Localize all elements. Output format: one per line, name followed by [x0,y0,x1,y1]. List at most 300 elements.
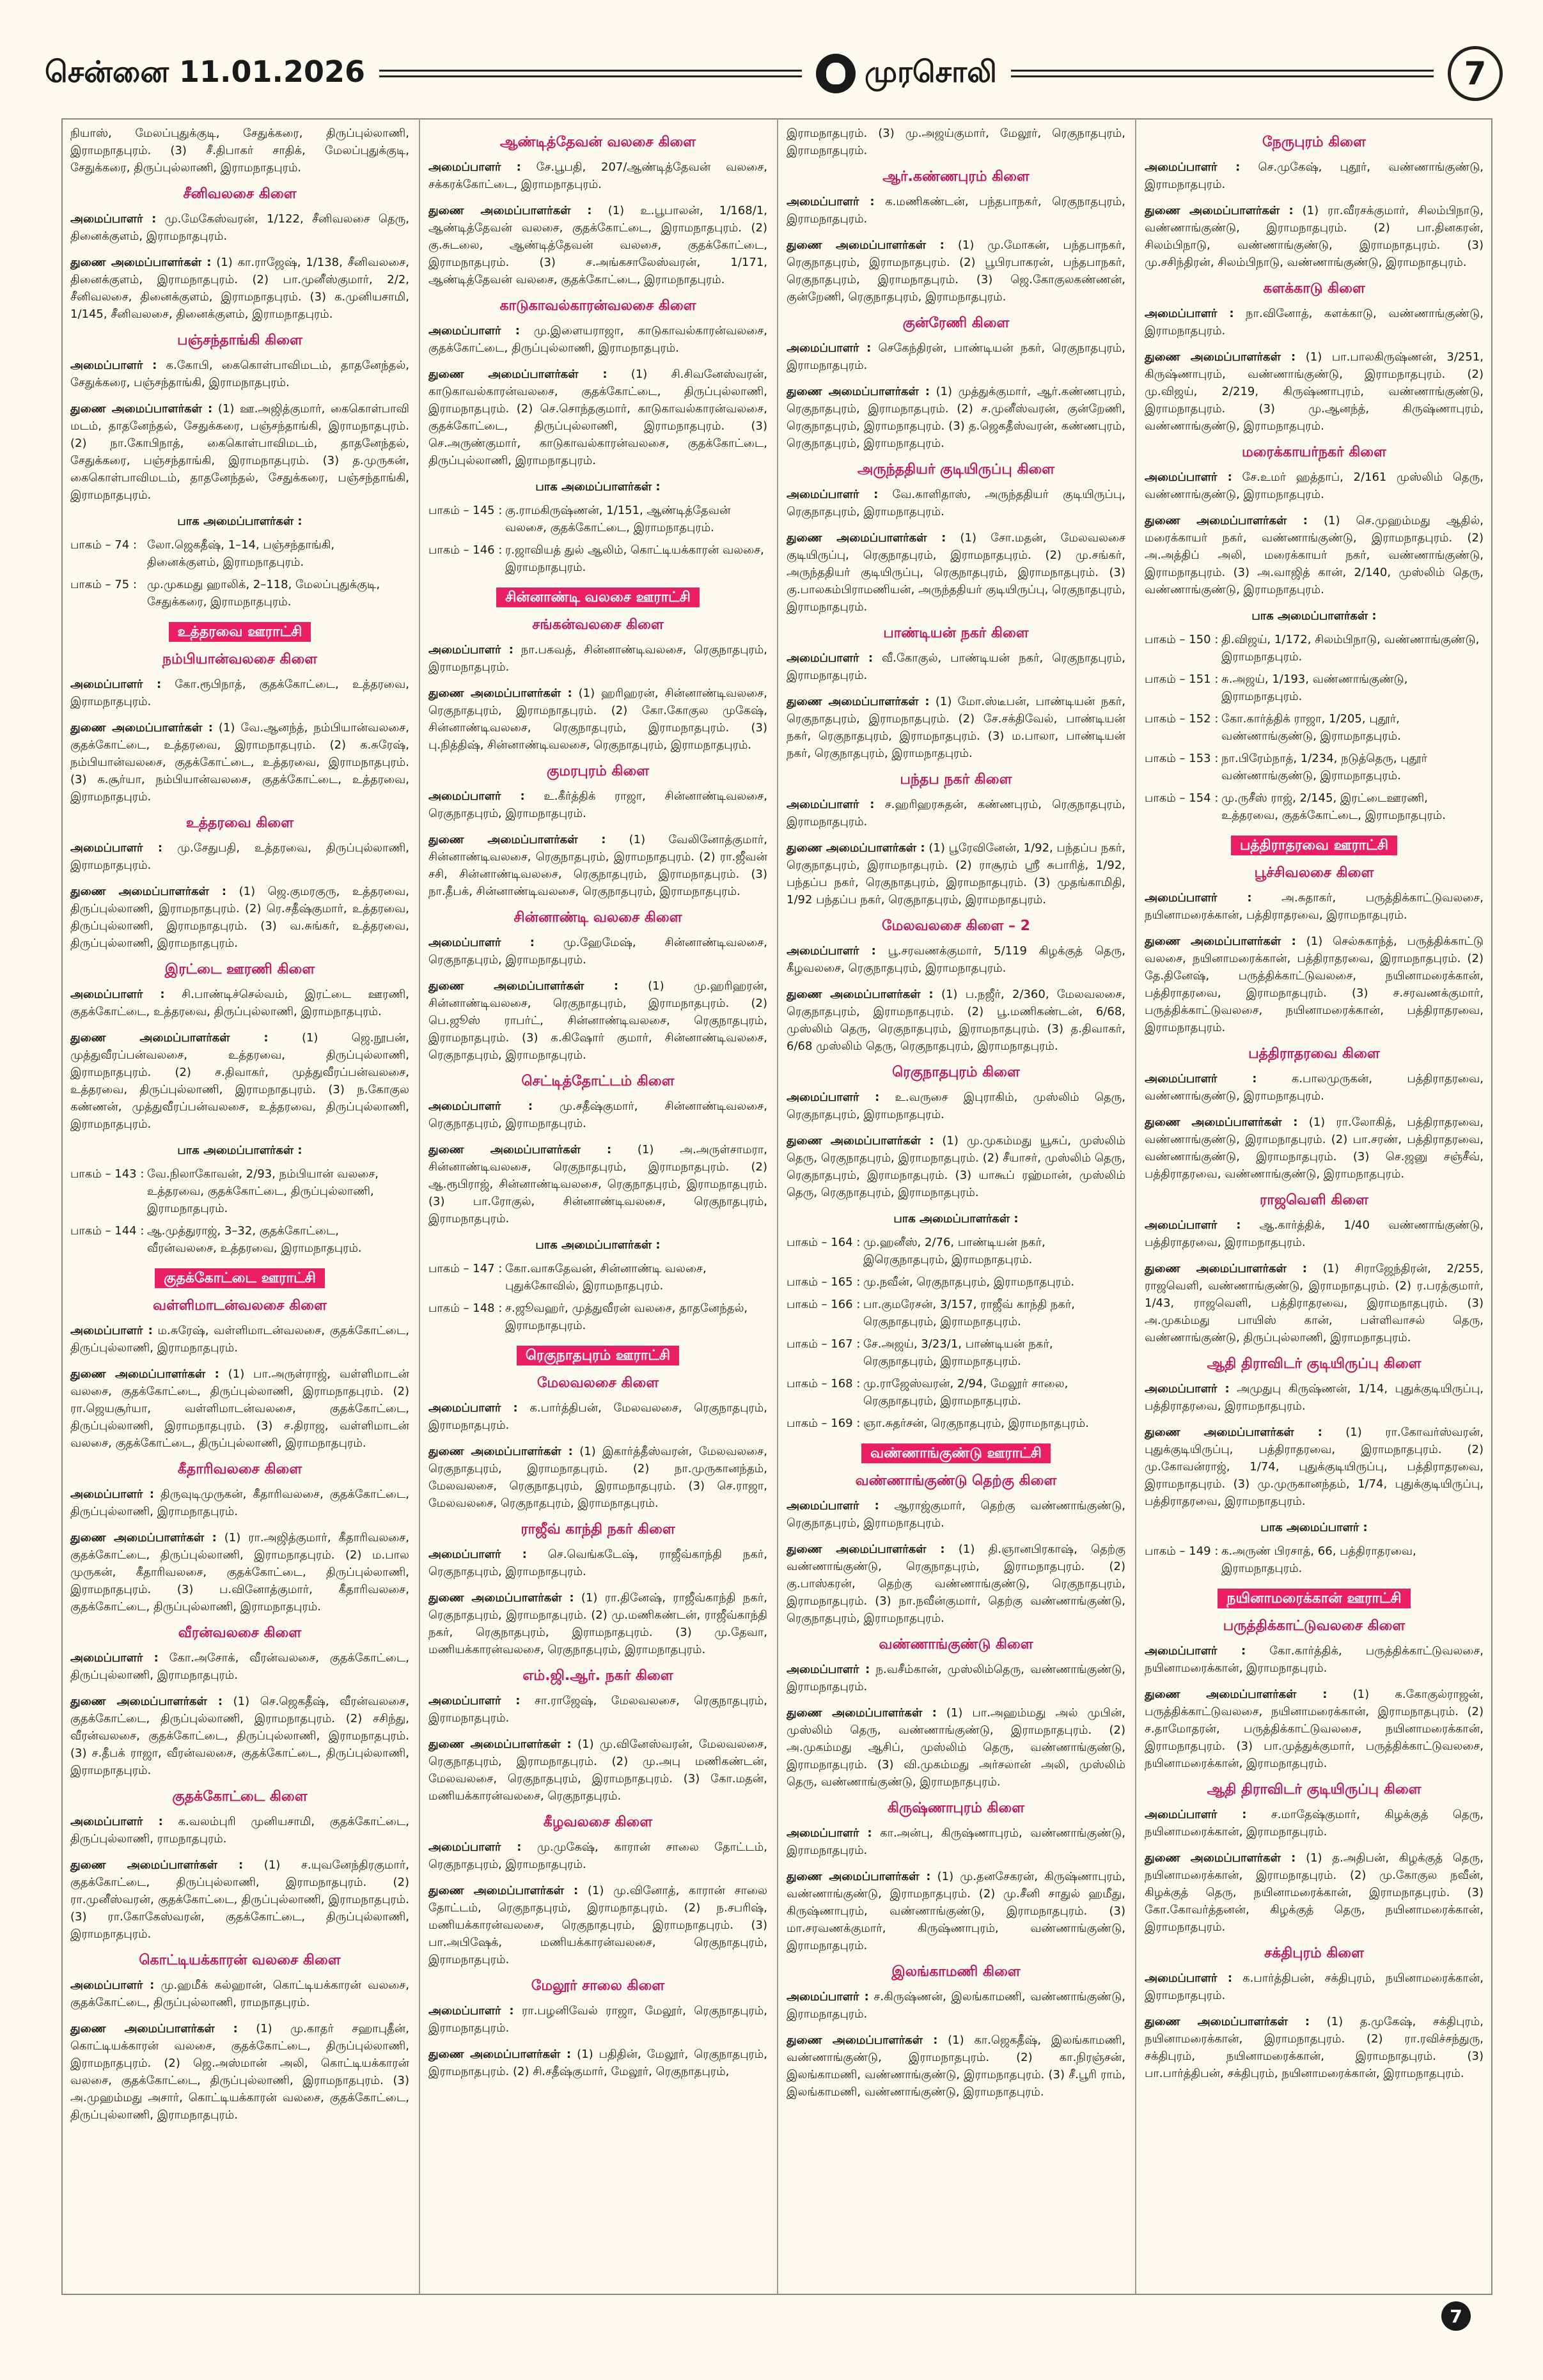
role-label: அமைப்பாளர் : [428,1401,518,1415]
office-bearer-entry [70,1813,409,1847]
office-bearer-entry [1145,1806,1484,1840]
member-details: (1) மு.முகம்மது யூசுப், முஸ்லிம் தெரு, ரெகுநாதபுரம், இராமநாதபுரம். (2) சீயாசர், முஸ்லிம் தெரு, ரெகுநாதபுரம், இராமநாதபுரம். (3) யாகூப் ரஹ்மான், முஸ்லிம் தெரு, ரெகுநாதபுரம், இராமநாதபுரம். [787,1134,1125,1199]
branch-heading: பஞ்சந்தாங்கி கிளை [177,332,302,348]
office-bearer-entry [787,237,1125,306]
member-details: ஆ.கார்த்திக், 1/40 வண்ணாங்குண்டு, பத்திராதரவை, இராமநாதபுரம். [1145,1218,1484,1249]
booth-number: பாகம் – 75 : [70,578,137,591]
branch-heading: அருந்ததியர் குடியிருப்பு கிளை [857,462,1055,478]
role-label: துணை அமைப்பாளர்கள் : [1145,935,1296,948]
booth-member: வே.நிலாகோவன், 2/93, நம்பியான் வலசை, உத்தரவை, குதக்கோட்டை, திருப்புல்லாணி, இராமநாதபுரம். [147,1167,379,1215]
member-details: (1) ரா.லோகித், பத்திராதரவை, வண்ணாங்குண்டு, இராமநாதபுரம். (2) பா.சரண், பத்திராதரவை, வண்ணாங்குண்டு, இராமநாதபுரம். (3) செ.ஜனு சஞ்சீவ், பத்திராதரவை, வண்ணாங்குண்டு, இராமநாதபுரம். [1145,1116,1484,1181]
branch-heading: உத்தரவை கிளை [185,815,294,831]
role-label: துணை அமைப்பாளர்கள் : [787,238,944,252]
member-details: ஆராஜ்குமார், தெற்கு வண்ணாங்குண்டு, ரெகுநாதபுரம், இராமநாதபுரம். [787,1499,1125,1530]
office-bearer-entry [787,1704,1125,1791]
branch-heading: கீதாரிவலசை கிளை [177,1461,302,1477]
member-details: (1) அ.அருள்சாமரா, சின்னாண்டிவலசை, ரெகுநாதபுரம், இராமநாதபுரம். (2) ஆ.ரூபிராஜ், சின்னாண்டிவலசை, ரெகுநாதபுரம், இராமநாதபுரம். (3) பா.ரோகுல், சின்னாண்டிவலசை, ரெகுநாதபுரம், இராமநாதபுரம். [428,1143,767,1225]
office-bearer-entry [1145,1686,1484,1772]
office-bearer-entry [1145,1380,1484,1415]
member-details: (1) கா.ஜெகதீஷ், இலங்காமணி, வண்ணாங்குண்டு, இராமநாதபுரம். (2) கா.நிரஞ்சன், இலங்காமணி, வண்ணாங்குண்டு, இராமநாதபுரம். (3) சீ.பூரி ராம், இலங்காமணி, வண்ணாங்குண்டு, இராமநாதபுரம். [787,2034,1125,2099]
member-details: (1) மு.ஹரிஹரன், சின்னாண்டிவலசை, ரெகுநாதபுரம், இராமநாதபுரம். (2) பெ.ஜூஸ் ராபர்ட், சின்னாண்டிவலசை, ரெகுநாதபுரம், இராமநாதபுரம். (3) க.கிஷோர் குமார், சின்னாண்டிவலசை, ரெகுநாதபுரம், இராமநாதபுரம். [428,979,767,1062]
office-bearer-entry [428,2002,767,2037]
role-label: அமைப்பாளர் : [787,1826,872,1840]
member-details: (1) வேலினோத்குமார், சின்னாண்டிவலசை, ரெகுநாதபுரம், இராமநாதபுரம். (2) ரா.ஜீவன் சசி, சின்னாண்டிவலசை, ரெகுநாதபுரம், இராமநாதபுரம். (3) நா.தீபக், சின்னாண்டிவலசை, ரெகுநாதபுரம், இராமநாதபுரம். [428,833,767,898]
office-bearer-entry [428,1839,767,1873]
member-details: உ.வருசை இபுராகிம், முஸ்லிம் தெரு, ரெகுநாதபுரம், இராமநாதபுரம். [787,1091,1125,1121]
member-details: திருவுடிமுருகன், கீதாரிவலசை, குதக்கோட்டை, திருப்புல்லாணி, இராமநாதபுரம். [70,1488,409,1518]
member-details: கோ.ரூபிநாத், குதக்கோட்டை, உத்தரவை, இராமநாதபுரம். [70,678,409,708]
booth-number: பாகம் – 151 : [1145,673,1219,686]
member-details: (1) செ.முஹம்மது ஆதில், மரைக்காயர் நகர், வண்ணாங்குண்டு, இராமநாதபுரம். (2) அ.அத்திப் அலி, மரைக்காயர் நகர், வண்ணாங்குண்டு, இராமநாதபுரம். (3) அ.வாஜித் கான், 2/140, முஸ்லிம் தெரு, வண்ணாங்குண்டு, இராமநாதபுரம். [1145,514,1484,596]
branch-heading: காடுகாவல்காரன்வலசை கிளை [499,298,696,314]
office-bearer-entry [70,1486,409,1520]
branch-heading: வண்ணாங்குண்டு தெற்கு கிளை [855,1473,1057,1489]
office-bearer-entry [787,529,1125,616]
booth-member: சு.அஜய், 1/193, வண்ணாங்குண்டு, இராமநாதபுரம். [1221,673,1408,703]
member-details: (1) பதிதின், மேலூர், ரெகுநாதபுரம், இராமநாதபுரம். (2) சி.சதீஷ்குமார், மேலூர், ரெகுநாதபுரம், [428,2048,767,2078]
booth-section-heading: பாக அமைப்பாளர் : [1260,1521,1368,1534]
booth-number: பாகம் – 169 : [787,1417,861,1430]
booth-entry [1145,631,1484,665]
branch-heading: சக்திபுரம் கிளை [1264,1945,1365,1961]
member-details: (1) பா.அருள்ராஜ், வள்ளிமாடன் வலசை, குதக்கோட்டை, திருப்புல்லாணி, இராமநாதபுரம். (2) ரா.ஜெயசூர்யா, வள்ளிமாடன்வலசை, குதக்கோட்டை, திருப்புல்லாணி, இராமநாதபுரம். (3) ச.திராஜ, வள்ளிமாடன் வலசை, குதக்கோட்டை, திருப்புல்லாணி, இராமநாதபுரம். [70,1367,409,1450]
office-bearer-entry [787,486,1125,520]
office-bearer-entry [787,942,1125,977]
member-details: (1) சிராஜேந்திரன், 2/255, ராஜவெளி, வண்ணாங்குண்டு, இராமநாதபுரம். (2) ர.பரத்குமார், 1/43, ராஜவெளி, பத்திராதரவை, இராமநாதபுரம். (3) அ.முகம்மது பாயிஸ் கான், பள்ளிவாசல் தெரு, வண்ணாங்குண்டு, திருப்புல்லாணி, இராமநாதபுரம். [1145,1262,1484,1344]
member-details: (1) ஹரிஹரன், சின்னாண்டிவலசை, ரெகுநாதபுரம், இராமநாதபுரம். (2) கோ.கோகுல முகேஷ், சின்னாண்டிவலசை, ரெகுநாதபுரம், இராமநாதபுரம். (3) பு.நித்திஷ், சின்னாண்டிவலசை, ரெகுநாதபுரம், இராமநாதபுரம். [428,687,767,752]
branch-heading: குதக்கோட்டை கிளை [172,1789,308,1805]
office-bearer-entry [428,322,767,357]
booth-number: பாகம் – 74 : [70,538,137,552]
column-2 [428,125,767,2289]
member-details: ந.வசீம்கான், முஸ்லிம்தெரு, வண்ணாங்குண்டு, இராமநாதபுரம். [787,1663,1125,1693]
branch-heading: மரைக்காயர்நகர் கிளை [1242,444,1386,460]
role-label: அமைப்பாளர் : [1145,307,1234,320]
member-details: (1) ச.யுவனேந்திரகுமார், குதக்கோட்டை, திருப்புல்லாணி, இராமநாதபுரம். (2) ரா.முனீஸ்வரன், குதக்கோட்டை, திருப்புல்லாணி, இராமநாதபுரம். (3) ரா.கோகேஸ்வரன், குதக்கோட்டை, திருப்புல்லாணி, இராமநாதபுரம். [70,1858,409,1941]
branch-heading: மேலவலசை கிளை – 2 [882,918,1030,934]
role-label: துணை அமைப்பாளர்கள் : [1145,1688,1328,1701]
office-bearer-entry [428,831,767,900]
booth-section-heading: பாக அமைப்பாளர்கள் : [535,480,661,494]
member-details: நா.பகவத், சின்னாண்டிவலசை, ரெகுநாதபுரம், இராமநாதபுரம். [428,643,767,674]
member-details: அமுதுபு கிருஷ்ணன், 1/14, புதுக்குடியிருப்பு, பத்திராதரவை, இராமநாதபுரம். [1145,1382,1484,1413]
office-bearer-entry [428,1736,767,1805]
branch-heading: பாண்டியன் நகர் கிளை [883,625,1029,641]
member-details: (1) தி.ஞானபிரகாஷ், தெற்கு வண்ணாங்குண்டு, ரெகுநாதபுரம், இராமநாதபுரம். (2) கு.பாஸ்கரன், தெற்கு வண்ணாங்குண்டு, ரெகுநாதபுரம், இராமநாதபுரம். (3) நா.நவீன்குமார், தெற்கு வண்ணாங்குண்டு, ரெகுநாதபுரம், இராமநாதபுரம். [787,1543,1125,1625]
member-details: (1) ப.நஜீர், 2/360, மேலவலசை, ரெகுநாதபுரம், இராமநாதபுரம். (2) பூ.மணிகண்டன், 6/68, முஸ்லிம் தெரு, ரெகுநாதபுரம், இராமநாதபுரம். (3) த.திவாகர், 6/68 முஸ்லிம் தெரு, ரெகுநாதபுரம், இராமநாதபுரம். [787,988,1125,1053]
branch-heading: நேருபுரம் கிளை [1262,134,1366,150]
booth-number: பாகம் – 166 : [787,1298,861,1311]
role-label: அமைப்பாளர் : [1145,891,1252,905]
booth-entry [70,1165,409,1217]
role-label: துணை அமைப்பாளர்கள் : [70,885,227,898]
member-details: (1) த.அதிபன், கிழக்குத் தெரு, நயினாமரைக்கான், இராமநாதபுரம். (2) மு.கோகுல நவீன், கிழக்குத் தெரு, நயினாமரைக்கான், இராமநாதபுரம். (3) கோ.கோவர்த்தனன், கிழக்குத் தெரு, நயினாமரைக்கான், இராமநாதபுரம். [1145,1851,1484,1934]
member-details: (1) இகார்த்தீஸ்வரன், மேலவலசை, ரெகுநாதபுரம், இராமநாதபுரம். (2) நா.முருகானந்தம், மேலவலசை, ரெகுநாதபுரம், இராமநாதபுரம். (3) செ.ராஜா, மேலவலசை, ரெகுநாதபுரம், இராமநாதபுரம். [428,1445,767,1510]
role-label: அமைப்பாளர் : [70,1488,155,1501]
role-label: துணை அமைப்பாளர்கள் : [1145,514,1308,527]
booth-number: பாகம் – 153 : [1145,752,1219,765]
booth-member: க.அருண் பிரசாத், 66, பத்திராதரவை, இராமநாதபுரம். [1221,1544,1416,1575]
branch-heading: சீனிவலசை கிளை [183,186,297,202]
booth-member: கோ.கார்த்திக் ராஜா, 1/205, புதூர், வண்ணாங்குண்டு, இராமநாதபுரம். [1221,712,1401,743]
booth-member: லோ.ஜெகதீஷ், 1–14, பஞ்சந்தாங்கி, தினைக்குளம், இராமநாதபுரம். [147,538,335,569]
member-details: நா.வினோத், களக்காடு, வண்ணாங்குண்டு, இராமநாதபுரம். [1145,307,1484,338]
role-label: அமைப்பாளர் : [428,1840,522,1854]
booth-entry [787,1335,1125,1370]
member-details: செ.வெங்கடேஷ், ராஜீவ்காந்தி நகர், ரெகுநாதபுரம், இராமநாதபுரம். [428,1548,767,1578]
role-label: துணை அமைப்பாளர்கள் : [428,833,606,846]
booth-entry [1145,1543,1484,1577]
booth-section-heading: பாக அமைப்பாளர்கள் : [177,1144,302,1157]
role-label: துணை அமைப்பாளர்கள் : [787,695,930,708]
column-divider [419,118,420,2295]
member-details: சி.பாண்டிச்செல்வம், இரட்டை ஊரணி, குதக்கோட்டை, உத்தரவை, திருப்புல்லாணி, இராமநாதபுரம். [70,988,409,1018]
member-details: (1) ஜெ.நூபன், முத்துவீரப்பன்வலசை, உத்தரவை, திருப்புல்லாணி, இராமநாதபுரம். (2) ச.திவாகர், முத்துவீரப்பன்வலசை, உத்தரவை, திருப்புல்லாணி, இராமநாதபுரம். (3) ந.கோகுல கண்ணன், முத்துவீரப்பன்வலசை, உத்தரவை, திருப்புல்லாணி, இராமநாதபுரம். [70,1031,409,1131]
role-label: துணை அமைப்பாளர்கள் : [1145,1262,1307,1275]
member-details: ம.சுரேஷ், வள்ளிமாடன்வலசை, குதக்கோட்டை, திருப்புல்லாணி, இராமநாதபுரம். [70,1324,409,1355]
member-details: பூ.சரவணக்குமார், 5/119 கிழக்குத் தெரு, கீழவலசை, ரெகுநாதபுரம், இராமநாதபுரம். [787,944,1125,975]
office-bearer-entry [1145,1849,1484,1936]
office-bearer-entry [1145,889,1484,924]
member-details: (1) ரா.வீரசக்குமார், சிலம்பிநாடு, வண்ணாங்குண்டு, இராமநாதபுரம். (2) பா.தினகரன், சிலம்பிநாடு, வண்ணாங்குண்டு, இராமநாதபுரம். (3) மு.சசிந்திரன், சிலம்பிநாடு, வண்ணாங்குண்டு, இராமநாதபுரம். [1145,204,1484,269]
office-bearer-entry [428,1098,767,1132]
role-label: அமைப்பாளர் : [70,678,162,691]
masthead [45,38,1503,109]
brand-name: முரசொலி [865,54,998,89]
role-label: துணை அமைப்பாளர்கள் : [787,1134,934,1147]
panchayat-banner: பத்திராதரவை ஊராட்சி [1231,836,1397,855]
role-label: அமைப்பாளர் : [428,160,521,174]
role-label: துணை அமைப்பாளர்கள் : [428,204,592,217]
role-label: அமைப்பாளர் : [787,488,879,501]
role-label: அமைப்பாளர் : [1145,1644,1246,1658]
office-bearer-entry [70,254,409,323]
member-details: (1) மு.காதர் சஹாபுதீன், கொட்டியக்காரன் வலசை, குதக்கோட்டை, திருப்புல்லாணி, இராமநாதபுரம். (2) ஜெ.அஸ்மான் அலி, கொட்டியக்காரன் வலசை, குதக்கோட்டை, திருப்புல்லாணி, இராமநாதபுரம். (3) அ.முஹம்மது அசார், கொட்டியக்காரன் வலசை, குதக்கோட்டை, திருப்புல்லாணி, இராமநாதபுரம். [70,2022,409,2122]
booth-entry [428,541,767,576]
member-details: மு.ஹமீக் கல்ஹான், கொட்டியக்காரன் வலசை, குதக்கோட்டை, திருப்புல்லாணி, ராமநாதபுரம். [70,1979,409,2009]
member-details: அ.சுதாகர், பருத்திக்காட்டுவலசை, நயினாமரைக்கான், பத்திராதரவை, இராமநாதபுரம். [1145,891,1484,922]
office-bearer-entry [787,193,1125,228]
office-bearer-entry [70,676,409,710]
office-bearer-entry [70,210,409,245]
booth-number: பாகம் – 144 : [70,1224,145,1238]
role-label: அமைப்பாளர் : [787,651,873,665]
member-details: கோ.அசோக், வீரன்வலசை, குதக்கோட்டை, திருப்புல்லாணி, இராமநாதபுரம். [70,1651,409,1682]
member-details: மு.சேதுபதி, உத்தரவை, திருப்புல்லாணி, இராமநாதபுரம். [70,841,409,872]
role-label: துணை அமைப்பாளர்கள் : [1145,204,1294,217]
member-details: க.பார்த்திபன், சக்திபுரம், நயினாமரைக்கான், இராமநாதபுரம். [1145,1972,1484,2002]
panchayat-banner: ரெகுநாதபுரம் ஊராட்சி [517,1346,679,1365]
office-bearer-entry [428,159,767,193]
panchayat-banner: நயினாமரைக்கான் ஊராட்சி [1218,1589,1410,1608]
member-details: வீ.கோகுல், பாண்டியன் நகர், ரெகுநாதபுரம், இராமநாதபுரம். [787,651,1125,682]
role-label: அமைப்பாளர் : [70,359,157,372]
page-number-badge: 7 [1448,46,1503,101]
office-bearer-entry [787,2032,1125,2101]
role-label: அமைப்பாளர் : [428,936,535,949]
member-details: (1) வே.ஆனந்த், நம்பியான்வலசை, குதக்கோட்டை, உத்தரவை, இராமநாதபுரம். (2) க.சுரேஷ், நம்பியான்வலசை, குதக்கோட்டை, உத்தரவை, இராமநாதபுரம். (3) க.சூர்யா, நம்பியான்வலசை, குதக்கோட்டை, உத்தரவை, இராமநாதபுரம். [70,721,409,804]
panchayat-banner: குதக்கோட்டை ஊராட்சி [155,1268,325,1288]
office-bearer-entry [1145,1217,1484,1251]
booth-member: மு.ராஜேஸ்வரன், 2/94, மேலூர் சாலை, ரெகுநாதபுரம், இராமநாதபுரம். [863,1377,1069,1408]
member-details: வே.காளிதாஸ், அருந்ததியர் குடியிருப்பு, ரெகுநாதபுரம், இராமநாதபுரம். [787,488,1125,518]
booth-member: கோ.வாசுதேவன், சின்னாண்டி வலசை, புதுக்கோவில், இராமநாதபுரம். [505,1262,707,1293]
member-details: (1) சி.சிவனேஸ்வரன், காடுகாவல்காரன்வலசை, குதக்கோட்டை, திருப்புல்லாணி, இராமநாதபுரம். (2) செ.சொந்தகுமார், காடுகாவல்காரன்வலசை, குதக்கோட்டை, திருப்புல்லாணி, இராமநாதபுரம். (3) செ.அருண்குமார், காடுகாவல்காரன்வலசை, குதக்கோட்டை, திருப்புல்லாணி, இராமநாதபுரம். [428,368,767,467]
booth-member: ச.ஜூவஹர், முத்துவீரன் வலசை, தாதனேந்தல், இராமநாதபுரம். [505,1302,748,1332]
booth-number: பாகம் – 145 : [428,504,503,517]
role-label: அமைப்பாளர் : [787,1091,880,1104]
branch-heading: களக்காடு கிளை [1263,281,1365,297]
office-bearer-entry [70,1322,409,1357]
member-details: (1) ரா.கோவர்ஸ்வரன், புதுக்குடியிருப்பு, பத்திராதரவை, இராமநாதபுரம். (2) மு.கோவன்ராஜ், 1/74, புதுக்குடியிருப்பு, பத்திராதரவை, இராமநாதபுரம். (3) மு.முருகானந்தம், 1/74, புதுக்குடியிருப்பு, பத்திராதரவை, இராமநாதபுரம். [1145,1426,1484,1508]
office-bearer-entry [1145,2013,1484,2082]
office-bearer-entry [70,1977,409,2011]
role-label: துணை அமைப்பாளர்கள் : [428,687,572,700]
office-bearer-entry [428,1141,767,1227]
role-label: துணை அமைப்பாளர்கள் : [1145,1116,1298,1129]
member-details: க.வலம்புரி முனியசாமி, குதக்கோட்டை, திருப்புல்லாணி, ராமநாதபுரம். [70,1815,409,1846]
member-details: (1) ரா.தினேஷ், ராஜீவ்காந்தி நகர், ரெகுநாதபுரம், இராமநாதபுரம். (2) மு.மணிகண்டன், ராஜீவ்காந்தி நகர், ரெகுநாதபுரம், இராமநாதபுரம். (3) மு.தேவா, மணியக்காரன்வலசை, ரெகுநாதபுரம், இராமநாதபுரம். [428,1591,767,1656]
branch-heading: வள்ளிமாடன்வலசை கிளை [153,1298,327,1314]
member-details: (1) ஊ.அஜித்குமார், கைகொள்பாவி மடம், தாதனேந்தல், சேதுக்கரை, பஞ்சந்தாங்கி, இராமநாதபுரம். (2) நா.கோபிநாத், கைகொள்பாவிமடம், தாதனேந்தல், சேதுக்கரை, பஞ்சந்தாங்கி, இராமநாதபுரம். (3) த.முருகன், கைகொள்பாவிமடம், தாதனேந்தல், சேதுக்கரை, பஞ்சந்தாங்கி, இராமநாதபுரம். [70,402,409,502]
office-bearer-entry [787,796,1125,830]
column-3 [787,125,1125,2289]
role-label: அமைப்பாளர் : [1145,471,1232,484]
role-label: துணை அமைப்பாளர்கள் : [787,841,925,855]
office-bearer-entry [70,357,409,391]
role-label: துணை அமைப்பாளர்கள் : [70,402,213,416]
office-bearer-entry [787,1089,1125,1123]
booth-member: பா.குமரேசன், 3/157, ராஜீவ் காந்தி நகர், ரெகுநாதபுரம், இராமநாதபுரம். [863,1298,1075,1328]
member-details: (1) ரா.அஜித்குமார், கீதாரிவலசை, குதக்கோட்டை, திருப்புல்லாணி, இராமநாதபுரம். (2) ம.பால முருகன், கீதாரிவலசை, குதக்கோட்டை, திருப்புல்லாணி, இராமநாதபுரம். (3) ப.வினோத்குமார், கீதாரிவலசை, குதக்கோட்டை, திருப்புல்லாணி, இராமநாதபுரம். [70,1531,409,1614]
member-details: ரா.பழனிவேல் ராஜா, மேலூர், ரெகுநாதபுரம், இராமநாதபுரம். [428,2004,767,2035]
office-bearer-entry [428,934,767,968]
role-label: துணை அமைப்பாளர்கள் : [428,1143,612,1156]
office-bearer-entry [428,202,767,288]
booth-number: பாகம் – 146 : [428,543,503,557]
member-details: மு.மேகேஸ்வரன், 1/122, சீனிவலசை தெரு, தினைக்குளம், இராமநாதபுரம். [70,212,409,243]
booth-entry [1145,750,1484,784]
branch-heading: ஆதி திராவிடர் குடியிருப்பு கிளை [1207,1782,1422,1798]
member-details: (1) மு.தனசேகரன், கிருஷ்ணாபுரம், வண்ணாங்குண்டு, இராமநாதபுரம். (2) மு.சீனி சாதுல் ஹமீது, கிருஷ்ணாபுரம், வண்ணாங்குண்டு, இராமநாதபுரம். (3) மா.சரவணக்குமார், கிருஷ்ணாபுரம், வண்ணாங்குண்டு, இராமநாதபுரம். [787,1870,1125,1952]
role-label: அமைப்பாளர் : [787,1990,869,2003]
member-details: (1) செல்சுகாந்த், பருத்திக்காட்டு வலசை, நயினாமரைக்கான், பத்திராதரவை, இராமநாதபுரம். (2) தே.தினேஷ், பருத்திக்காட்டுவலசை, நயினாமரைக்கான், பத்திராதரவை, இராமநாதபுரம். (3) ச.சரவணக்குமார், பருத்திக்காட்டுவலசை, நயினாமரைக்கான், பத்திராதரவை, இராமநாதபுரம். [1145,935,1484,1034]
booth-number: பாகம் – 143 : [70,1167,145,1181]
role-label: அமைப்பாளர் : [428,1694,521,1707]
branch-heading: குன்ரேணி கிளை [902,315,1010,331]
role-label: அமைப்பாளர் : [428,789,525,803]
member-details: மு.முகேஷ், காரான் சாலை தோட்டம், ரெகுநாதபுரம், இராமநாதபுரம். [428,1840,767,1871]
role-label: துணை அமைப்பாளர்கள் : [787,2034,938,2047]
role-label: அமைப்பாளர் : [70,1979,155,1992]
column-1 [70,125,409,2289]
branch-heading: பருத்திக்காட்டுவலசை கிளை [1223,1618,1406,1634]
column-divider [777,118,778,2295]
role-label: துணை அமைப்பாளர்கள் : [70,721,213,735]
booth-number: பாகம் – 165 : [787,1275,861,1289]
branch-heading: பந்தப நகர் கிளை [900,772,1012,788]
rising-sun-logo-icon [816,54,856,93]
role-label: அமைப்பாளர் : [787,195,875,208]
office-bearer-entry [1145,202,1484,271]
office-bearer-entry [787,649,1125,684]
booth-member: தி.விஜய், 1/172, சிலம்பிநாடு, வண்ணாங்குண்டு, இராமநாதபுரம். [1221,633,1480,664]
branch-heading: ராஜவெளி கிளை [1259,1192,1369,1208]
office-bearer-entry [1145,348,1484,435]
office-bearer-entry [1145,1070,1484,1105]
role-label: அமைப்பாளர் : [1145,160,1241,174]
booth-entry [787,1296,1125,1330]
booth-section-heading: பாக அமைப்பாளர்கள் : [1251,609,1377,623]
office-bearer-entry [1145,1642,1484,1677]
office-bearer-entry [70,1649,409,1684]
role-label: துணை அமைப்பாளர்கள் : [70,1695,223,1708]
booth-member: ஆ.முத்துராஜ், 3–32, குதக்கோட்டை, வீரன்வலசை, உத்தரவை, இராமநாதபுரம். [147,1224,362,1255]
booth-number: பாகம் – 167 : [787,1337,861,1351]
office-bearer-entry [428,1399,767,1434]
role-label: அமைப்பாளர் : [1145,1218,1241,1232]
masthead-rule [379,70,802,77]
member-details: (1) பா.அஹம்மது அல் முபின், முஸ்லிம் தெரு, வண்ணாங்குண்டு, இராமநாதபுரம். (2) அ.முகம்மது ஆசிப், முஸ்லிம் தெரு, வண்ணாங்குண்டு, இராமநாதபுரம். (3) வி.முகம்மது அர்சலான் அலி, முஸ்லிம் தெரு, வண்ணாங்குண்டு, இராமநாதபுரம். [787,1706,1125,1789]
branch-heading: ஆண்டித்தேவன் வலசை கிளை [499,134,696,150]
member-details: உ.கீர்த்திக் ராஜா, சின்னாண்டிவலசை, ரெகுநாதபுரம், இராமநாதபுரம். [428,789,767,820]
office-bearer-entry [428,1443,767,1512]
continued-paragraph: இராமநாதபுரம். (3) மு.அஜய்குமார், மேலூர், ரெகுநாதபுரம், இராமநாதபுரம். [787,127,1125,157]
office-bearer-entry [428,1692,767,1727]
role-label: துணை அமைப்பாளர்கள் : [428,1445,573,1458]
branch-heading: இரட்டை ஊரணி கிளை [164,961,315,977]
role-label: அமைப்பாளர் : [1145,1808,1247,1821]
role-label: அமைப்பாளர் : [70,1651,159,1665]
member-details: ச.ஹரிஹரசுதன், கண்ணபுரம், ரெகுநாதபுரம், இராமநாதபுரம். [787,798,1125,828]
branch-heading: மேலூர் சாலை கிளை [531,1978,665,1994]
member-details: க.கோபி, கைகொள்பாவிமடம், தாதனேந்தல், சேதுக்கரை, பஞ்சந்தாங்கி, இராமநாதபுரம். [70,359,409,389]
member-details: மு.இளையராஜா, காடுகாவல்காரன்வலசை, குதக்கோட்டை, திருப்புல்லாணி, இராமநாதபுரம். [428,324,767,355]
member-details: செ.முகேஷ், புதூர், வண்ணாங்குண்டு, இராமநாதபுரம். [1145,160,1484,191]
role-label: துணை அமைப்பாளர்கள் : [787,988,934,1001]
booth-number: பாகம் – 154 : [1145,791,1219,805]
booth-entry [70,576,409,611]
office-bearer-entry [70,986,409,1020]
role-label: துணை அமைப்பாளர்கள் : [428,1591,574,1605]
office-bearer-entry [1145,1970,1484,2004]
office-bearer-entry [787,339,1125,374]
booth-number: பாகம் – 168 : [787,1377,861,1390]
role-label: அமைப்பாளர் : [1145,1382,1230,1396]
role-label: அமைப்பாளர் : [787,1663,870,1676]
member-details: (1) பா.பாலகிருஷ்ணன், 3/251, கிருஷ்ணாபுரம், வண்ணாங்குண்டு, இராமநாதபுரம். (2) மு.விஜய், 2/219, கிருஷ்ணாபுரம், வண்ணாங்குண்டு, இராமநாதபுரம். (3) மு.ஆனந்த், கிருஷ்ணாபுரம், வண்ணாங்குண்டு, இராமநாதபுரம். [1145,350,1484,433]
office-bearer-entry [1145,933,1484,1036]
member-details: சே.உமர் ஹத்தாப், 2/161 முஸ்லிம் தெரு, வண்ணாங்குண்டு, இராமநாதபுரம். [1145,471,1484,501]
office-bearer-entry [70,2020,409,2124]
office-bearer-entry [428,641,767,676]
role-label: துணை அமைப்பாளர்கள் : [428,368,607,381]
office-bearer-entry [428,788,767,822]
office-bearer-entry [70,400,409,504]
role-label: துணை அமைப்பாளர்கள் : [70,1531,217,1544]
booth-entry [1145,671,1484,705]
member-details: மு.ஹேமேஷ், சின்னாண்டிவலசை, ரெகுநாதபுரம், இராமநாதபுரம். [428,936,767,967]
branch-heading: நம்பியான்வலசை கிளை [162,651,318,667]
role-label: அமைப்பாளர் : [1145,1972,1233,1985]
booth-member: மு.ருசீஸ் ராஜ், 2/145, இரட்டைஊரணி, உத்தரவை, குதக்கோட்டை, இராமநாதபுரம். [1221,791,1446,822]
office-bearer-entry [70,1856,409,1943]
panchayat-banner: சின்னாண்டி வலசை ஊராட்சி [496,587,700,607]
branch-heading: ஆர்.கண்ணபுரம் கிளை [882,169,1030,185]
role-label: அமைப்பாளர் : [70,988,165,1001]
role-label: துணை அமைப்பாளர்கள் : [787,1706,937,1720]
office-bearer-entry [1145,159,1484,193]
role-label: துணை அமைப்பாளர்கள் : [70,1031,269,1045]
member-details: (1) செ.ஜெகதீஷ், வீரன்வலசை, குதக்கோட்டை, திருப்புல்லாணி, இராமநாதபுரம். (2) சசிந்து, வீரன்வலசை, குதக்கோட்டை, திருப்புல்லாணி, இராமநாதபுரம். (3) ச.தீபக் ராஜா, வீரன்வலசை, குதக்கோட்டை, திருப்புல்லாணி, இராமநாதபுரம். [70,1695,409,1777]
branch-heading: வீரன்வலசை கிளை [178,1625,302,1641]
role-label: அமைப்பாளர் : [70,1815,163,1828]
member-details: (1) சோ.மதன், மேலவலசை குடியிருப்பு, ரெகுநாதபுரம், இராமநாதபுரம். (2) மு.சங்கர், அருந்ததியர் குடியிருப்பு, ரெகுநாதபுரம், இராமநாதபுரம். (3) கு.பாலகம்பிராமணியன், அருந்ததியர் குடியிருப்பு, ரெகுநாதபுரம், இராமநாதபுரம். [787,531,1125,614]
role-label: அமைப்பாளர் : [428,1100,533,1113]
booth-entry [787,1415,1125,1432]
panchayat-banner: உத்தரவை ஊராட்சி [169,622,311,642]
member-details: செகேந்திரன், பாண்டியன் நகர், ரெகுநாதபுரம், இராமநாதபுரம். [787,341,1125,372]
branch-heading: பத்திராதரவை கிளை [1248,1046,1380,1062]
booth-member: கு.ராமகிருஷ்ணன், 1/151, ஆண்டித்தேவன் வலசை, குதக்கோட்டை, இராமநாதபுரம். [505,504,731,534]
booth-section-heading: பாக அமைப்பாளர்கள் : [535,1238,661,1252]
member-details: ச.கிருஷ்ணன், இலங்காமணி, வண்ணாங்குண்டு, இராமநாதபுரம். [787,1990,1125,2021]
role-label: அமைப்பாளர் : [787,798,875,811]
office-bearer-entry [70,1029,409,1133]
office-bearer-entry [428,1546,767,1580]
booth-entry [428,1300,767,1334]
branch-heading: ரெகுநாதபுரம் கிளை [892,1064,1020,1080]
booth-member: சே.அஜய், 3/23/1, பாண்டியன் நகர், ரெகுநாதபுரம், இராமநாதபுரம். [863,1337,1053,1368]
office-bearer-entry [70,839,409,874]
member-details: மு.சதீஷ்குமார், சின்னாண்டிவலசை, ரெகுநாதபுரம், இராமநாதபுரம். [428,1100,767,1130]
office-bearer-entry [1145,1260,1484,1346]
booth-number: பாகம் – 150 : [1145,633,1219,646]
member-details: சே.பூபதி, 207/ஆண்டித்தேவன் வலசை, சக்கரக்கோட்டை, இராமநாதபுரம். [428,160,767,191]
booth-member: மு.முகமது ஹாலிக், 2–118, மேலப்புதுக்குடி, சேதுக்கரை, இராமநாதபுரம். [147,578,380,609]
member-details: கா.அன்பு, கிருஷ்ணாபுரம், வண்ணாங்குண்டு, இராமநாதபுரம். [787,1826,1125,1857]
column-4 [1145,125,1484,2289]
member-details: க.பார்த்திபன், மேலவலசை, ரெகுநாதபுரம், இராமநாதபுரம். [428,1401,767,1432]
role-label: அமைப்பாளர் : [70,212,157,226]
booth-member: மு.நவீன், ரெகுநாதபுரம், இராமநாதபுரம். [863,1275,1075,1289]
role-label: துணை அமைப்பாளர்கள் : [787,385,930,398]
office-bearer-entry [1145,1114,1484,1183]
member-details: சா.ராஜேஷ், மேலவலசை, ரெகுநாதபுரம், இராமநாதபுரம். [428,1694,767,1725]
role-label: துணை அமைப்பாளர்கள் : [70,2022,238,2035]
member-details: க.பாலமுருகன், பத்திராதரவை, வண்ணாங்குண்டு, இராமநாதபுரம். [1145,1072,1484,1103]
booth-number: பாகம் – 164 : [787,1236,861,1249]
brand [816,54,997,93]
branch-heading: கீழவலசை கிளை [543,1814,653,1830]
branch-heading: சங்கன்வலசை கிளை [532,617,664,633]
branch-heading: சின்னாண்டி வலசை கிளை [513,910,682,926]
booth-entry [70,1222,409,1257]
role-label: துணை அமைப்பாளர்கள் : [70,1367,219,1381]
booth-number: பாகம் – 149 : [1145,1544,1219,1558]
branch-heading: மேலவலசை கிளை [537,1375,659,1391]
role-label: அமைப்பாளர் : [787,1499,879,1513]
office-bearer-entry [787,1868,1125,1954]
role-label: துணை அமைப்பாளர்கள் : [428,979,619,993]
office-bearer-entry [428,1589,767,1658]
role-label: அமைப்பாளர் : [787,341,872,355]
office-bearer-entry [787,986,1125,1055]
role-label: துணை அமைப்பாளர்கள் : [1145,350,1296,364]
office-bearer-entry [70,719,409,805]
column-divider [1135,118,1136,2295]
branch-heading: குமரபுரம் கிளை [546,763,650,779]
